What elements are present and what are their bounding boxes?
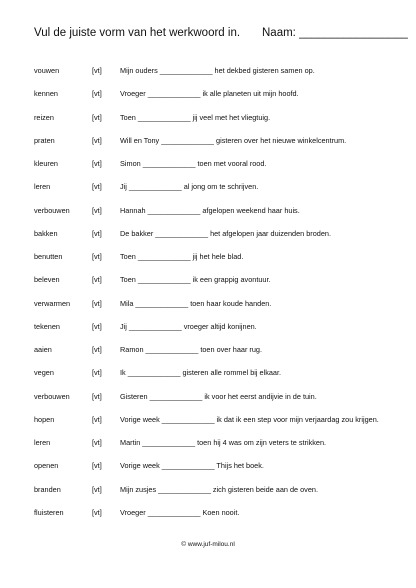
tense-label: [vt] — [92, 89, 102, 99]
verb-label: bakken — [34, 228, 58, 238]
tense-label: [vt] — [92, 391, 102, 401]
sentence-text: Ik _____________ gisteren alle rommel bij elkaar. — [120, 368, 282, 378]
sentence-text: Vorige week _____________ Thijs het boek. — [120, 461, 264, 471]
verb-label: aaien — [34, 345, 52, 354]
verb-label: kennen — [34, 89, 58, 99]
exercise-row — [34, 415, 414, 438]
tense-label: [vt] — [92, 321, 102, 331]
exercise-row — [34, 461, 414, 484]
exercise-row — [34, 392, 414, 415]
exercise-row — [34, 206, 414, 229]
exercise-row — [34, 275, 414, 298]
tense-label: [vt] — [92, 368, 102, 378]
worksheet-title: Vul de juiste vorm van het werkwoord in. — [34, 27, 241, 39]
sentence-text: Ramon _____________ toen over haar rug. — [120, 345, 262, 354]
exercise-row — [34, 252, 414, 275]
sentence-text: Gisteren _____________ ik voor het eerst andijvie in de tuin. — [120, 391, 317, 401]
verb-label: leren — [34, 438, 51, 447]
sentence-text: Mijn zusjes _____________ zich gisteren beide aan de oven. — [120, 484, 318, 494]
verb-label: verwarmen — [34, 298, 71, 308]
footer-copyright: © www.juf-milou.nl — [181, 541, 235, 548]
exercise-row — [34, 159, 414, 182]
tense-label: [vt] — [92, 298, 102, 308]
verb-label: tekenen — [34, 321, 60, 331]
verb-label: beleven — [34, 275, 60, 285]
tense-label: [vt] — [92, 438, 102, 447]
exercise-row — [34, 368, 414, 391]
verb-label: branden — [34, 484, 61, 494]
verb-label: vouwen — [34, 66, 60, 75]
sentence-text: Toen _____________ jij veel met het vliegtuig. — [120, 112, 271, 122]
verb-label: reizen — [34, 112, 54, 122]
verb-label: openen — [34, 461, 59, 471]
sentence-text: Jij _____________ al jong om te schrijven. — [120, 182, 259, 192]
verb-label: verbouwen — [34, 205, 70, 215]
exercise-row — [34, 485, 414, 508]
worksheet-header — [34, 27, 408, 43]
sentence-text: Vroeger _____________ Koen nooit. — [120, 507, 240, 517]
tense-label: [vt] — [92, 252, 102, 261]
tense-label: [vt] — [92, 461, 102, 471]
sentence-text: Vroeger _____________ ik alle planeten uit mijn hoofd. — [120, 89, 299, 99]
exercise-list — [34, 66, 414, 531]
tense-label: [vt] — [92, 135, 102, 145]
tense-label: [vt] — [92, 414, 102, 424]
exercise-row — [34, 136, 414, 159]
exercise-row — [34, 299, 414, 322]
sentence-text: Jij _____________ vroeger altijd konijnen. — [120, 321, 257, 331]
verb-label: hopen — [34, 414, 55, 424]
verb-label: leren — [34, 182, 51, 192]
exercise-row — [34, 345, 414, 368]
sentence-text: Toen _____________ ik een grappig avontuur. — [120, 275, 271, 285]
verb-label: kleuren — [34, 159, 58, 168]
exercise-row — [34, 508, 414, 531]
sentence-text: Hannah _____________ afgelopen weekend haar huis. — [120, 205, 300, 215]
exercise-row — [34, 66, 414, 89]
sentence-text: Mijn ouders _____________ het dekbed gisteren samen op. — [120, 66, 315, 75]
tense-label: [vt] — [92, 228, 102, 238]
exercise-row — [34, 89, 414, 112]
tense-label: [vt] — [92, 345, 102, 354]
tense-label: [vt] — [92, 205, 102, 215]
sentence-text: Mila _____________ toen haar koude handen. — [120, 298, 272, 308]
verb-label: fluisteren — [34, 507, 64, 517]
exercise-row — [34, 438, 414, 461]
sentence-text: Toen _____________ jij het hele blad. — [120, 252, 244, 261]
tense-label: [vt] — [92, 182, 102, 192]
verb-label: benutten — [34, 252, 63, 261]
tense-label: [vt] — [92, 112, 102, 122]
exercise-row — [34, 113, 414, 136]
tense-label: [vt] — [92, 159, 102, 168]
sentence-text: Will en Tony _____________ gisteren over het nieuwe winkelcentrum. — [120, 135, 347, 145]
tense-label: [vt] — [92, 66, 102, 75]
sentence-text: Simon _____________ toen met vooral rood. — [120, 159, 267, 168]
tense-label: [vt] — [92, 507, 102, 517]
exercise-row — [34, 182, 414, 205]
verb-label: vegen — [34, 368, 54, 378]
tense-label: [vt] — [92, 275, 102, 285]
name-field: Naam: _________________ — [262, 27, 408, 39]
verb-label: verbouwen — [34, 391, 70, 401]
exercise-row — [34, 322, 414, 345]
sentence-text: Martin _____________ toen hij 4 was om zijn veters te strikken. — [120, 438, 327, 447]
verb-label: praten — [34, 135, 55, 145]
sentence-text: Vorige week _____________ ik dat ik een step voor mijn verjaardag zou krijgen. — [120, 414, 379, 424]
exercise-row — [34, 229, 414, 252]
sentence-text: De bakker _____________ het afgelopen jaar duizenden broden. — [120, 228, 331, 238]
tense-label: [vt] — [92, 484, 102, 494]
